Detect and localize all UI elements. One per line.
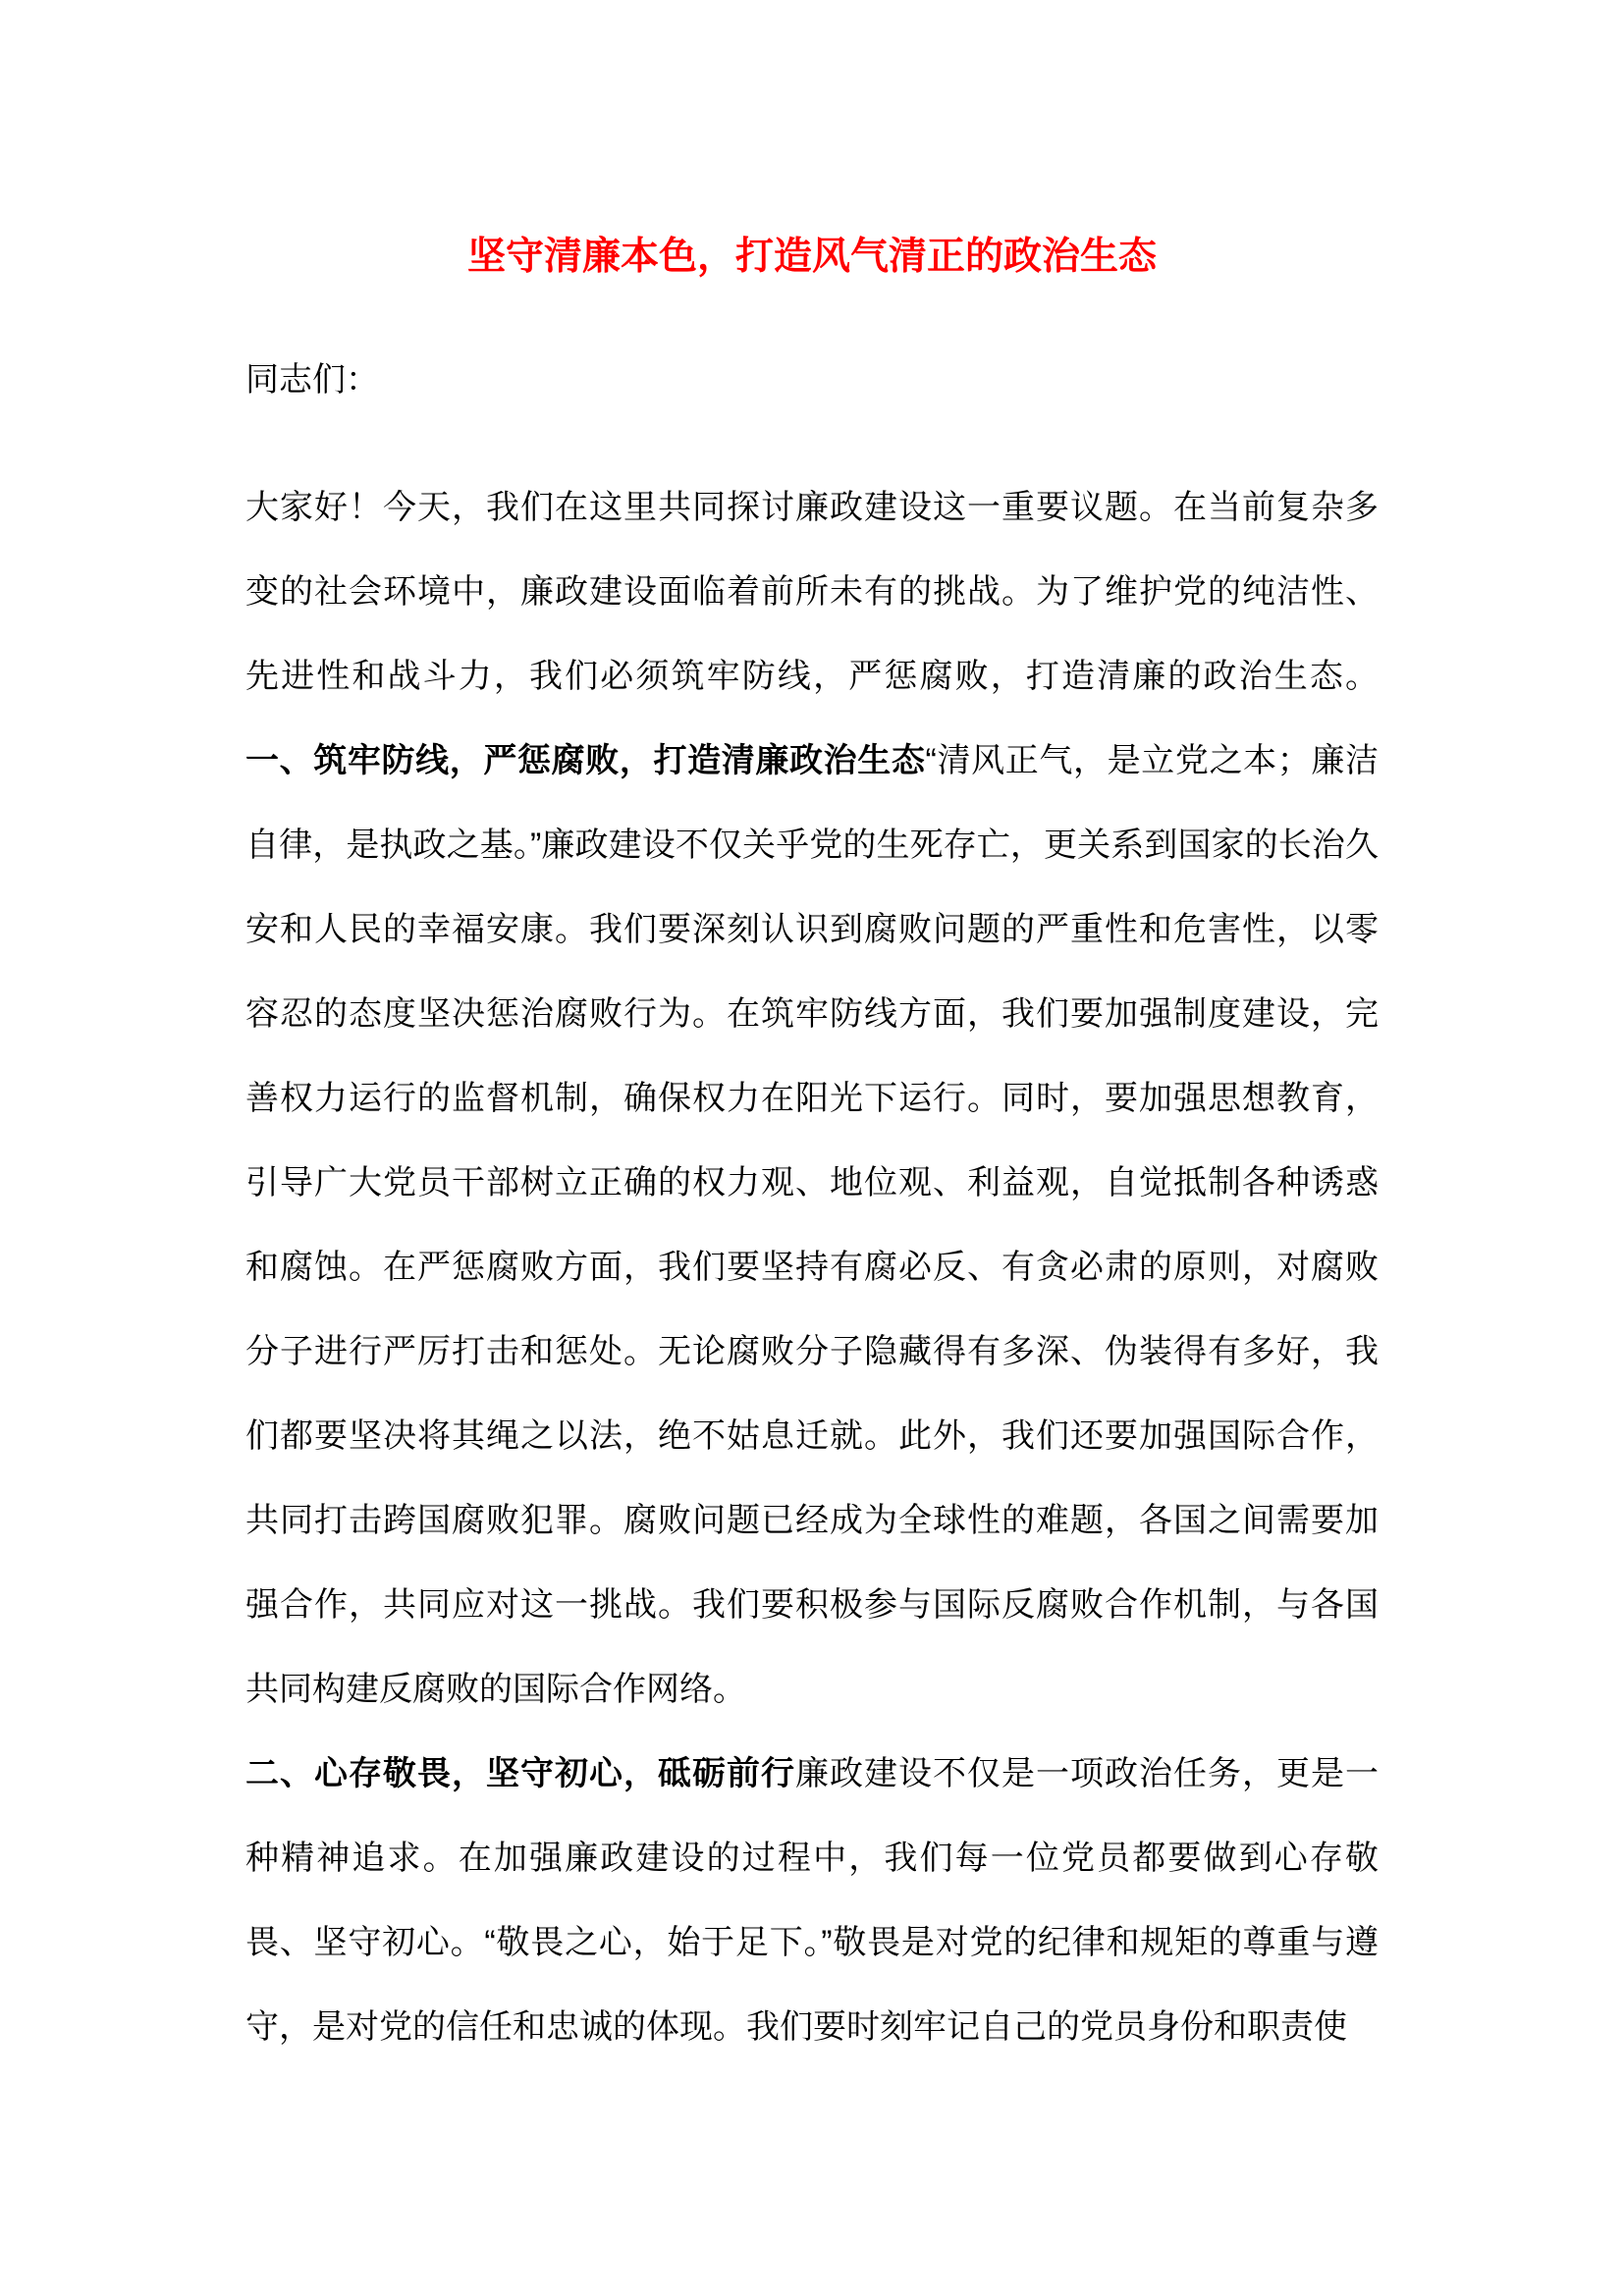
bold-section-heading-run: 二、心存敬畏，坚守初心，砥砺前行	[245, 1755, 795, 1792]
text-column	[245, 0, 1379, 2069]
salutation: 同志们：	[245, 361, 379, 399]
document-body	[245, 465, 1379, 2069]
text-run: 大家好！今天，我们在这里共同探讨廉政建设这一重要议题。在当前复杂多变的社会环境中，廉政建设面临着前所未有的挑战。为了维护党的纯洁性、先进性和战斗力，我们必须筑牢防线，严惩腐败，打造清廉的政治生态。	[245, 489, 1379, 695]
bold-section-heading-run: 一、筑牢防线，严惩腐败，打造清廉政治生态	[245, 742, 926, 779]
text-run: 廉政建设不仅是一项政治任务，更是一种精神追求。在加强廉政建设的过程中，我们每一位党员都要做到心存敬畏、坚守初心。“敬畏之心，始于足下。”敬畏是对党的纪律和规矩的尊重与遵守，是对党的信任和忠诚的体现。我们要时刻牢记自己的党员身份和职责使	[245, 1755, 1379, 2046]
paragraph-2	[245, 1732, 1379, 2069]
paragraph-1	[245, 465, 1379, 1732]
text-run: “清风正气，是立党之本；廉洁自律，是执政之基。”廉政建设不仅关乎党的生死存亡，更关系到国家的长治久安和人民的幸福安康。我们要深刻认识到腐败问题的严重性和危害性，以零容忍的态度坚决惩治腐败行为。在筑牢防线方面，我们要加强制度建设，完善权力运行的监督机制，确保权力在阳光下运行。同时，要加强思想教育，引导广大党员干部树立正确的权力观、地位观、利益观，自觉抵制各种诱惑和腐蚀。在严惩腐败方面，我们要坚持有腐必反、有贪必肃的原则，对腐败分子进行严厉打击和惩处。无论腐败分子隐藏得有多深、伪装得有多好，我们都要坚决将其绳之以法，绝不姑息迁就。此外，我们还要加强国际合作，共同打击跨国腐败犯罪。腐败问题已经成为全球性的难题，各国之间需要加强合作，共同应对这一挑战。我们要积极参与国际反腐败合作机制，与各国共同构建反腐败的国际合作网络。	[245, 742, 1379, 1708]
document-title: 坚守清廉本色，打造风气清正的政治生态	[466, 236, 1157, 278]
